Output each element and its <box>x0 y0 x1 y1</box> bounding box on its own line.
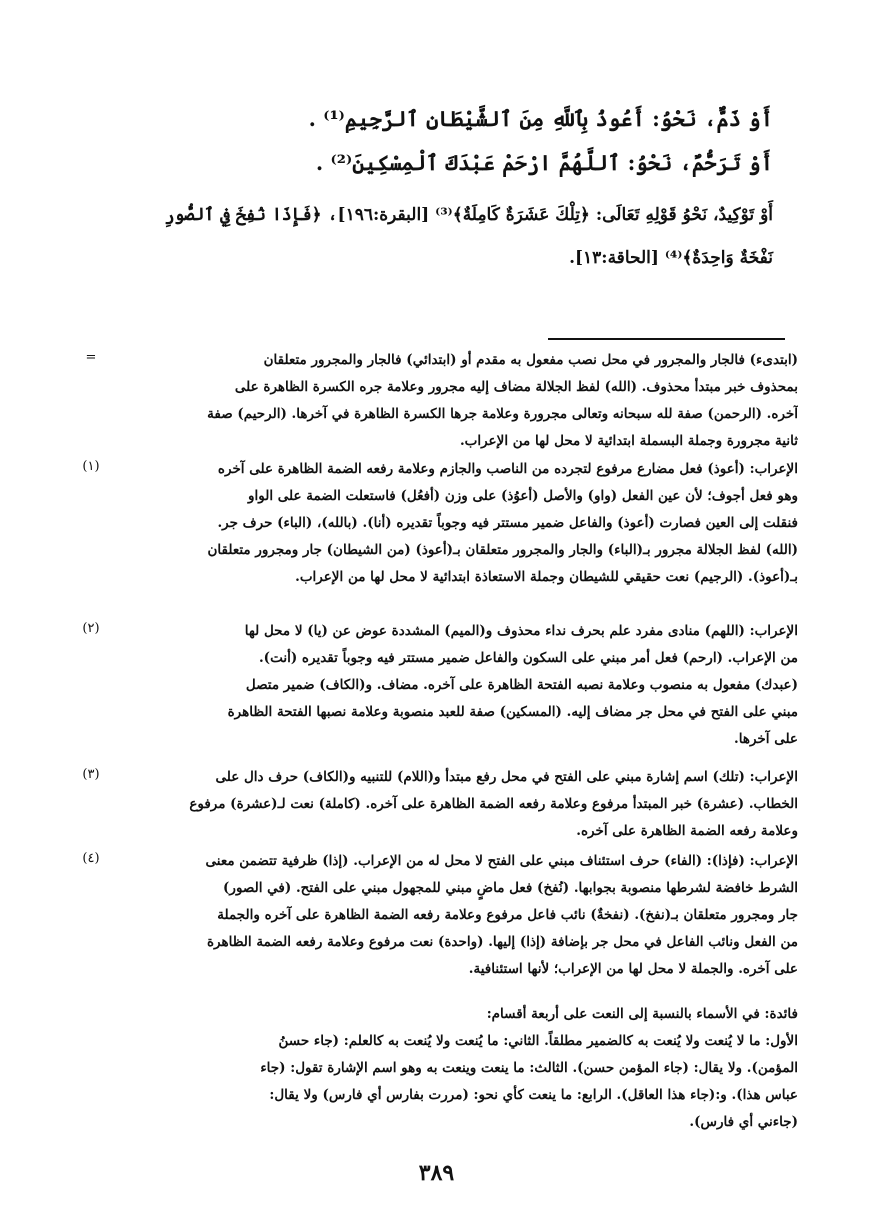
footnote-line: الإعراب: (اللهم) منادى مفرد علم بحرف نداء محذوف و(الميم) المشددة عوض عن (يا) لا محل لها <box>244 623 798 639</box>
footnote-line: بـ(أعوذ). (الرجيم) نعت حقيقي للشيطان وجملة الاستعاذة ابتدائية لا محل لها من الإعراب. <box>295 569 798 585</box>
footnote-line: الإعراب: (فإذا): (الفاء) حرف استئناف مبني على الفتح لا محل له من الإعراب. (إذا) ظرفية تتضمن معنى <box>205 853 798 869</box>
footnote-line: (الله) لفظ الجلالة مجرور بـ(الباء) والجار والمجرور متعلقان بـ(أعوذ) (من الشيطان) جار ومجرور متعلقان <box>207 542 798 558</box>
footnote-line: الخطاب. (عشرة) خبر المبتدأ مرفوع وعلامة رفعه الضمة الظاهرة على آخره. (كاملة) نعت لـ(عشرة) مرفوع <box>189 796 798 812</box>
footnote-continuation <box>72 347 798 455</box>
footnote-line: بمحذوف خبر مبتدأ محذوف. (الله) لفظ الجلالة مضاف إليه مجرور وعلامة جره الكسرة الظاهرة على <box>234 379 798 395</box>
footnote-line: جار ومجرور متعلقان بـ(نفخ). (نفخةٌ) نائب فاعل مرفوع وعلامة رفعه الضمة الظاهرة على آخره والجملة <box>217 907 798 923</box>
footnote-3 <box>72 764 798 845</box>
footnote-line: من الفعل ونائب الفاعل في محل جر بإضافة (إذا) إليها. (واحدة) نعت مرفوع وعلامة رفعه الضمة الظاهرة <box>206 934 798 950</box>
footnote-line: على آخرها. <box>734 731 798 747</box>
footnote-4 <box>72 848 798 983</box>
footnote-line: (ابتدىء) فالجار والمجرور في محل نصب مفعول به مقدم أو (ابتدائي) فالجار والمجرور متعلقان <box>263 352 798 368</box>
footnote-line: الأول: ما لا يُنعت ولا يُنعت به كالضمير مطلقاً. الثاني: ما يُنعت ولا يُنعت به كالعلم: (جاء حسنُ <box>278 1033 798 1049</box>
footnote-line: آخره. (الرحمن) صفة لله سبحانه وتعالى مجرورة وعلامة جرها الكسرة الظاهرة في آخرها. (الرحيم) صفة <box>207 406 798 422</box>
footnote-line: المؤمن). ولا يقال: (جاء المؤمن حسن). الثالث: ما ينعت وينعت به وهو اسم الإشارة تقول: (جاء <box>260 1060 798 1076</box>
footnote-number: (٣) <box>82 767 100 782</box>
footnote-line: مبني على الفتح في محل جر مضاف إليه. (المسكين) صفة للعبد منصوبة وعلامة نصبها الفتحة الظاهرة <box>227 704 798 720</box>
footnote-1 <box>72 456 798 591</box>
benefit-heading: فائدة: في الأسماء بالنسبة إلى النعت على أربعة أقسام: <box>486 1006 798 1022</box>
footnote-line: وعلامة رفعه الضمة الظاهرة على آخره. <box>576 823 798 839</box>
footnote-line: عباس هذا). و:(جاء هذا العاقل). الرابع: ما ينعت كأي نحو: (مررت بفارس أي فارس) ولا يقال: <box>269 1087 798 1103</box>
footnote-number: (٢) <box>82 621 100 636</box>
footnote-separator <box>548 338 785 340</box>
example-line-mercy: أَوْ تَرَحُّمٌ، نَحْوُ: ٱللَّهُمَّ ارْحَمْ عَبْدَكَ ٱلْمِسْكِينَ⁽²⁾ . <box>315 150 773 175</box>
example-line-emphasis-continued: نَفْخَةٌ وَاحِدَةٌ﴾⁽⁴⁾ [الحاقة:١٣]. <box>569 248 773 268</box>
footnote-line: الشرط خافضة لشرطها منصوبة بجوابها. (نُفخ) فعل ماضٍ مبني للمجهول مبني على الفتح. (في الصور) <box>223 880 798 896</box>
footnote-line: (جاءني أي فارس). <box>689 1114 798 1130</box>
example-line-emphasis: أَوْ تَوْكِيدٌ، نَحْوُ قَوْلِهِ تَعَالَى: ﴿تِلْكَ عَشَرَةٌ كَامِلَةٌ﴾⁽³⁾ [البقرة:١٩٦]، ﴿فَإِذَا نُفِخَ فِي ٱلصُّورِ <box>164 205 773 225</box>
footnote-line: على آخره. والجملة لا محل لها من الإعراب؛ لأنها استئنافية. <box>468 961 798 977</box>
footnote-line: فنقلت إلى العين فصارت (أعوذ) والفاعل ضمير مستتر فيه وجوباً تقديره (أنا). (بالله)، (الباء) حرف جر. <box>217 515 798 531</box>
footnote-line: وهو فعل أجوف؛ لأن عين الفعل (واو) والأصل (أعوُذ) على وزن (أفعُل) فاستعلت الضمة على الواو <box>247 488 798 504</box>
example-line-blame: أَوْ ذَمٌّ، نَحْوُ: أَعُوذُ بِٱللَّهِ مِنَ ٱلشَّيْطَانِ ٱلرَّجِيمِ⁽¹⁾ . <box>308 106 773 131</box>
page-number: ٣٨٩ <box>418 1160 455 1186</box>
footnote-line: ثانية مجرورة وجملة البسملة ابتدائية لا محل لها من الإعراب. <box>459 433 798 449</box>
footnote-number: (٤) <box>82 851 100 866</box>
footnote-line: (عبدك) مفعول به منصوب وعلامة نصبه الفتحة الظاهرة على آخره. مضاف. و(الكاف) ضمير متصل <box>245 677 798 693</box>
footnote-line: الإعراب: (تلك) اسم إشارة مبني على الفتح في محل رفع مبتدأ و(اللام) للتنبيه و(الكاف) حرف دال على <box>215 769 798 785</box>
footnote-number: (١) <box>82 459 100 474</box>
footnote-2 <box>72 618 798 753</box>
benefit-note <box>72 1001 798 1136</box>
continuation-marker: = <box>85 350 97 365</box>
footnote-line: من الإعراب. (ارحم) فعل أمر مبني على السكون والفاعل ضمير مستتر فيه وجوباً تقديره (أنت). <box>258 650 798 666</box>
footnote-line: الإعراب: (أعوذ) فعل مضارع مرفوع لتجرده من الناصب والجازم وعلامة رفعه الضمة الظاهرة على آخره <box>217 461 798 477</box>
